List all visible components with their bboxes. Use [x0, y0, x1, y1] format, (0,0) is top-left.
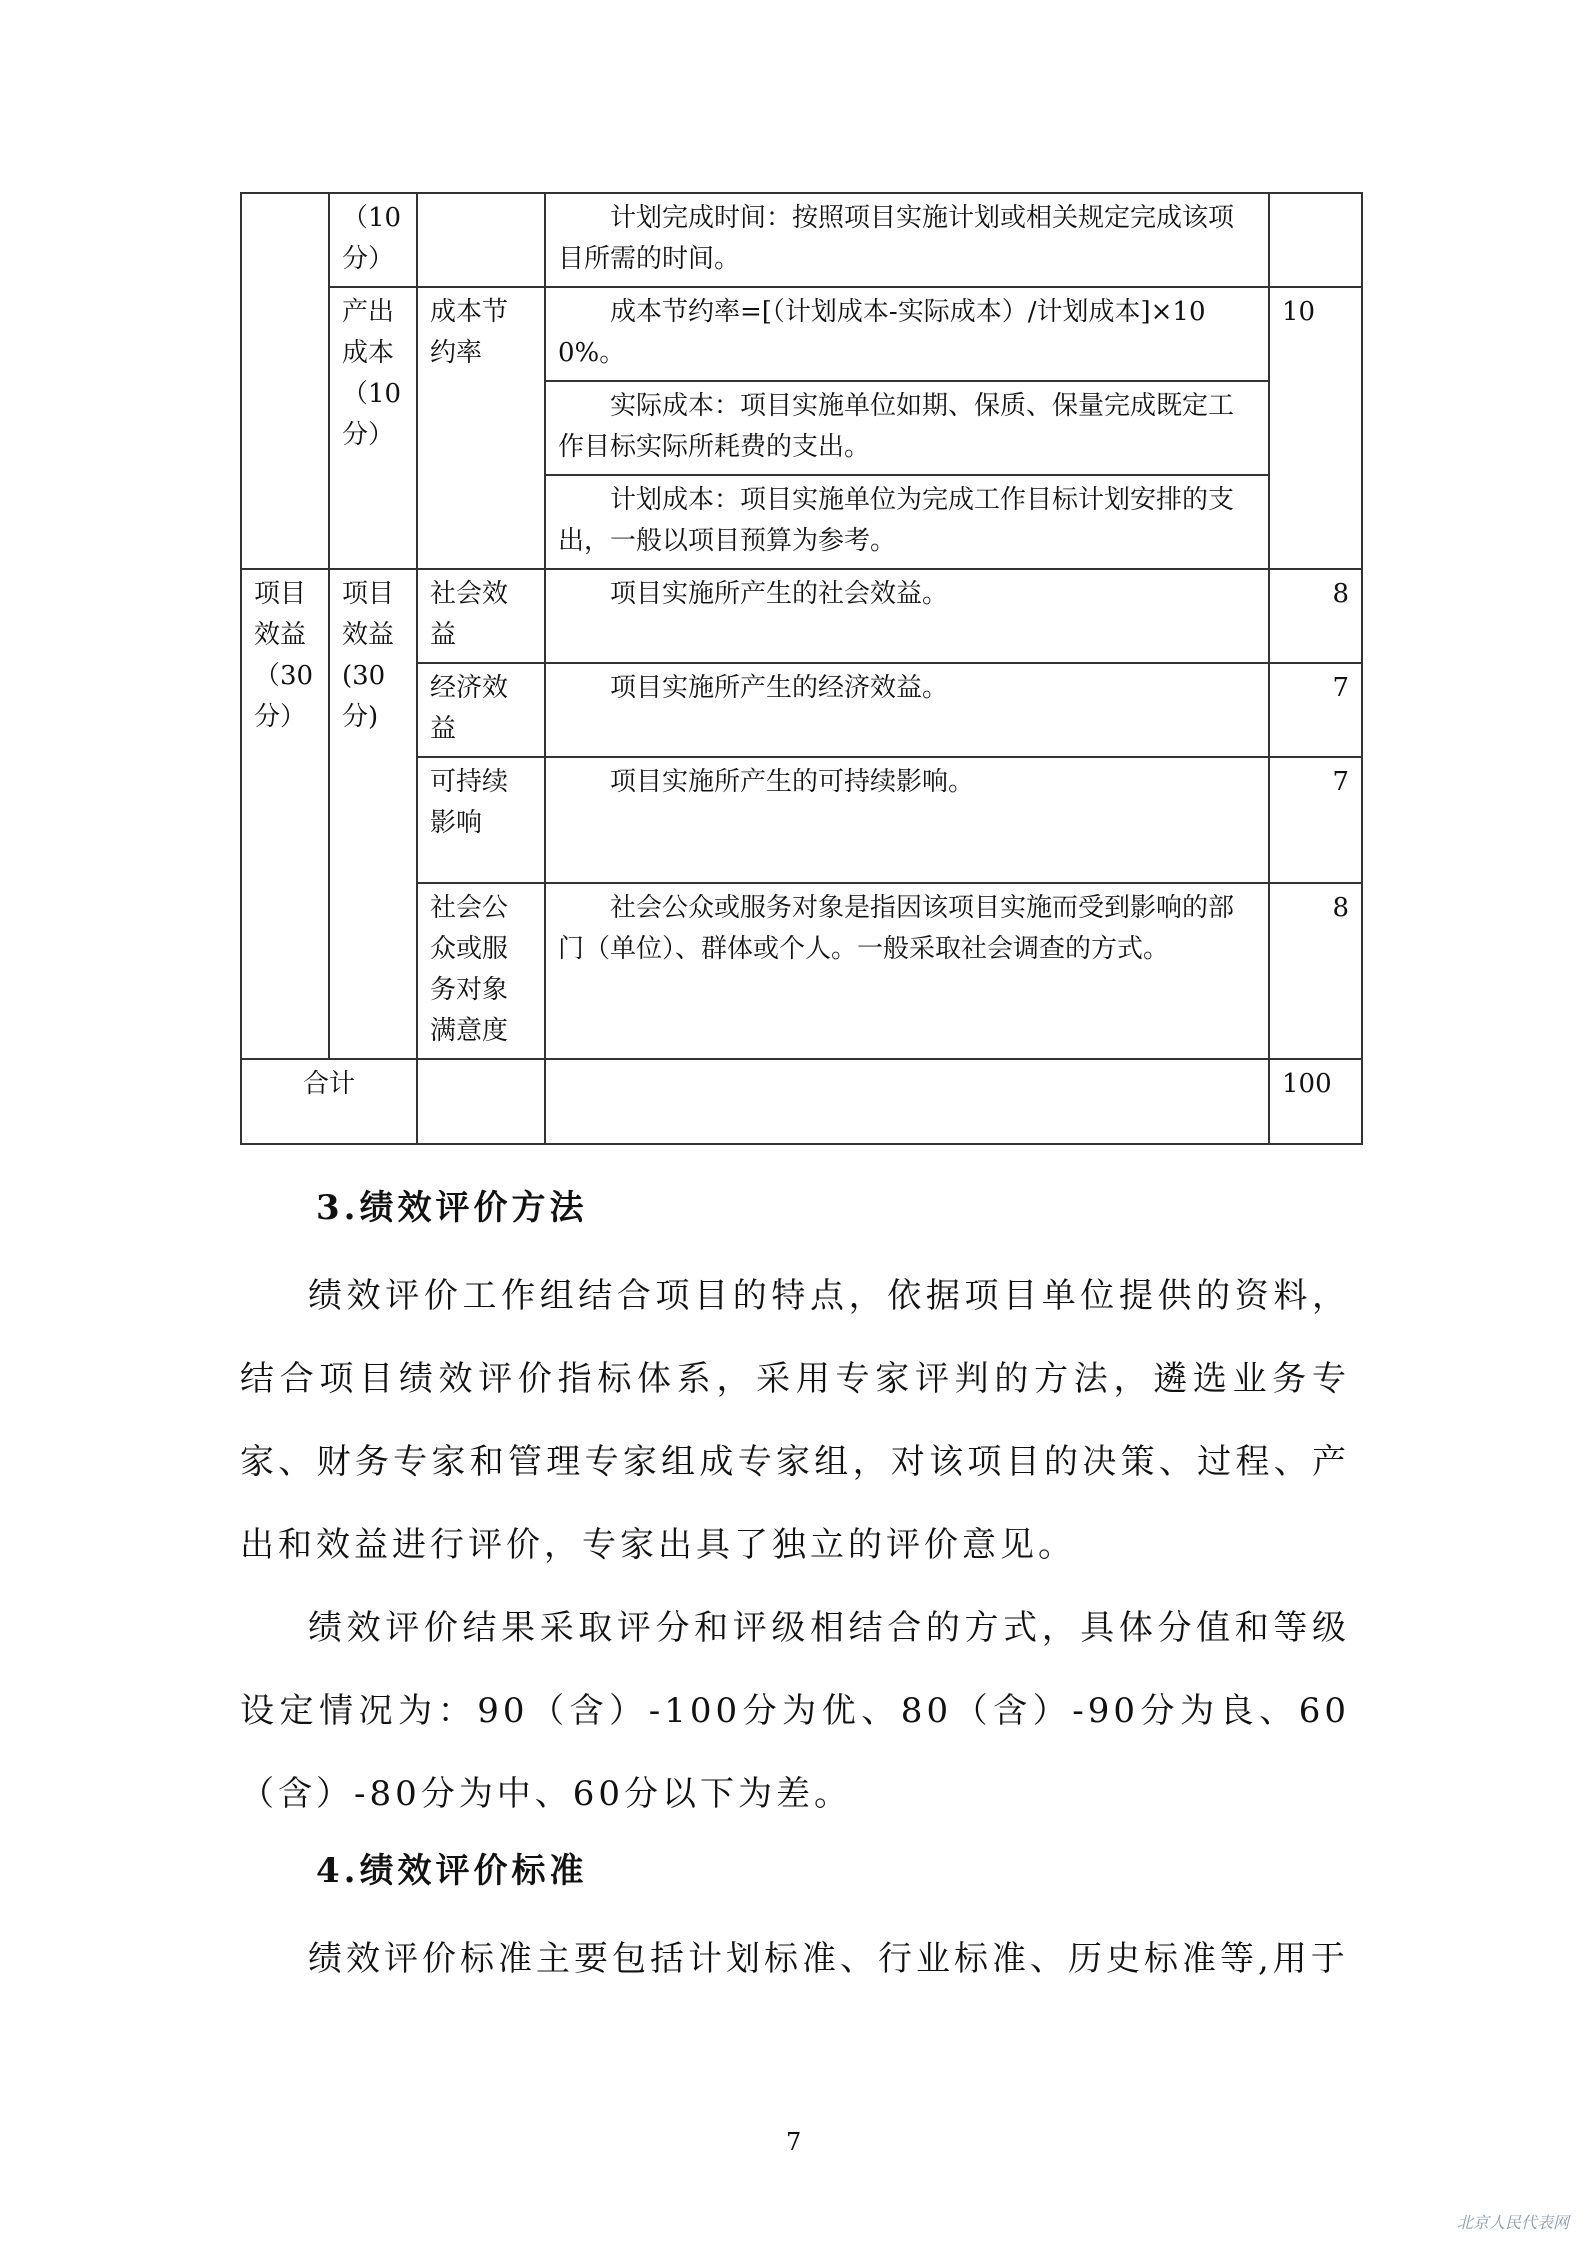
table-cell-level3: 社会效益 [417, 569, 545, 663]
table-cell-description: 计划成本：项目实施单位为完成工作目标计划安排的支出，一般以项目预算为参考。 [545, 475, 1269, 569]
table-cell-description [545, 1059, 1269, 1144]
section-heading-method: 3.绩效评价方法 [316, 1188, 588, 1228]
table-cell-score [1269, 193, 1362, 287]
table-row [241, 193, 1362, 287]
table-cell-level1-empty [241, 193, 329, 569]
table-cell-level1: 项目效益（30分） [241, 569, 329, 1059]
table-total-score: 100 [1269, 1059, 1362, 1144]
table-cell-level3: 可持续影响 [417, 757, 545, 883]
table-cell-level2: 产出成本（10分） [329, 287, 417, 569]
table-cell-description: 项目实施所产生的可持续影响。 [545, 757, 1269, 883]
table-cell-level3 [417, 1059, 545, 1144]
paragraph-method: 绩效评价工作组结合项目的特点，依据项目单位提供的资料，结合项目绩效评价指标体系，采用专家评判的方法，遴选业务专家、财务专家和管理专家组成专家组，对该项目的决策、过程、产出和效益进行评价，专家出具了独立的评价意见。 [240, 1276, 1350, 1565]
paragraph-grading: 绩效评价结果采取评分和评级相结合的方式，具体分值和等级设定情况为：90（含）-100分为优、80（含）-90分为良、60（含）-80分为中、60分以下为差。 [240, 1608, 1350, 1814]
table-cell-description: 项目实施所产生的社会效益。 [545, 569, 1269, 663]
table-cell-score: 7 [1269, 663, 1362, 757]
table-cell-score: 10 [1269, 287, 1362, 569]
table-cell-description: 社会公众或服务对象是指因该项目实施而受到影响的部门（单位）、群体或个人。一般采取社会调查的方式。 [545, 883, 1269, 1059]
evaluation-index-table [240, 192, 1363, 1145]
table-cell-description: 实际成本：项目实施单位如期、保质、保量完成既定工作目标实际所耗费的支出。 [545, 381, 1269, 475]
table-cell-description: 成本节约率=[（计划成本-实际成本）/计划成本]×100%。 [545, 287, 1269, 381]
table-cell-description: 项目实施所产生的经济效益。 [545, 663, 1269, 757]
table-cell-level3: 社会公众或服务对象满意度 [417, 883, 545, 1059]
table-cell-level3: 经济效益 [417, 663, 545, 757]
table-cell-description: 计划完成时间：按照项目实施计划或相关规定完成该项目所需的时间。 [545, 193, 1269, 287]
table-cell-level3 [417, 193, 545, 287]
table-cell-score: 8 [1269, 569, 1362, 663]
table-cell-score: 8 [1269, 883, 1362, 1059]
table-total-label: 合计 [241, 1059, 417, 1144]
table-cell-level2: （10分） [329, 193, 417, 287]
page-number: 7 [786, 2128, 802, 2156]
table-row [241, 569, 1362, 663]
section-heading-standard: 4.绩效评价标准 [316, 1851, 588, 1891]
table-row [241, 287, 1362, 381]
watermark: 北京人民代表网 [1456, 2213, 1569, 2232]
table-cell-score: 7 [1269, 757, 1362, 883]
table-cell-level3: 成本节约率 [417, 287, 545, 569]
table-row-total [241, 1059, 1362, 1144]
paragraph-standard: 绩效评价标准主要包括计划标准、行业标准、历史标准等,用于 [308, 1939, 1349, 1979]
table-cell-level2: 项目效益(30分) [329, 569, 417, 1059]
